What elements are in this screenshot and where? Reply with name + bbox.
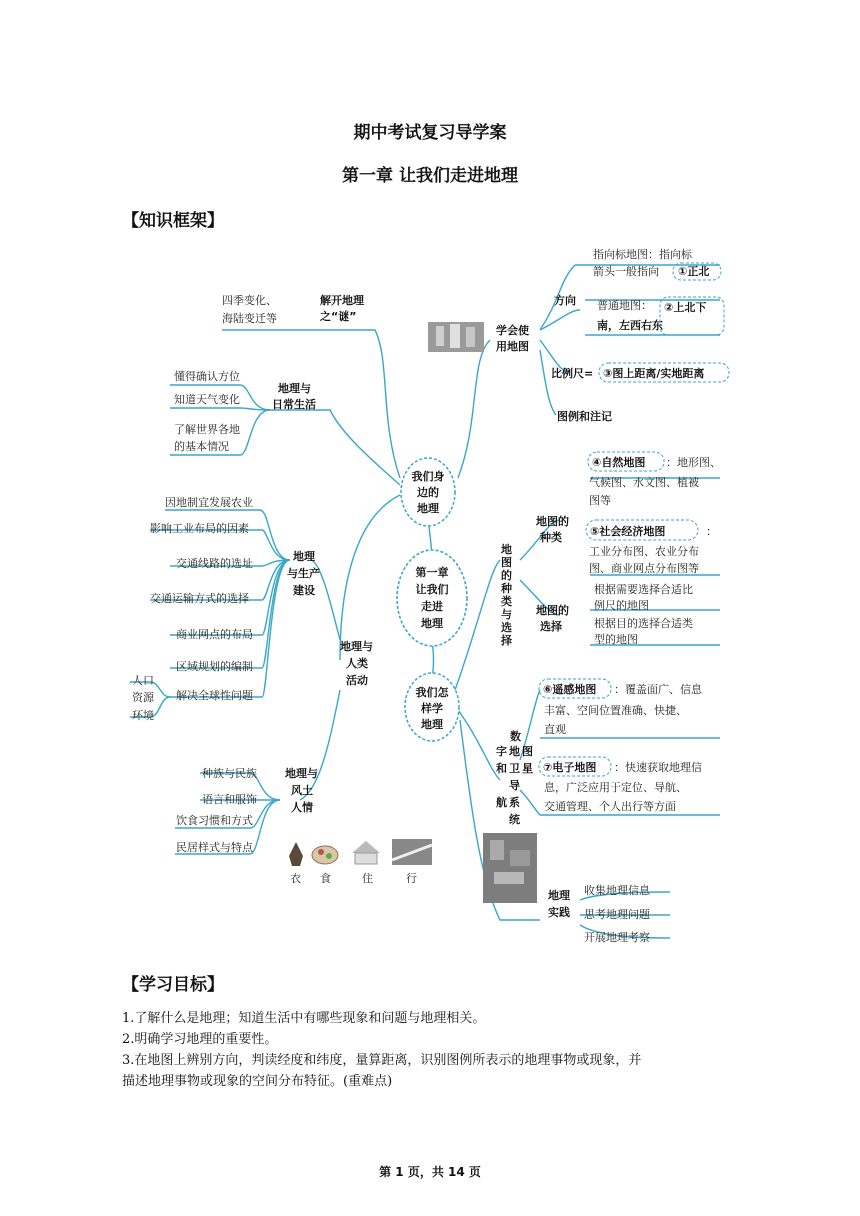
production-item-5: 商业网点的布局 <box>176 628 253 641</box>
remote-text-2: 丰富、空间位置准确、快捷、 <box>544 704 687 717</box>
center-line-3: 走进 <box>421 600 443 613</box>
electronic-text-2: 息，广泛应用于定位、导航、 <box>544 781 687 794</box>
chapter-title: 第一章 让我们走进地理 <box>342 166 518 186</box>
map-types-label-3: 的 <box>501 569 512 582</box>
remote-text-3: 直观 <box>544 723 566 736</box>
page-title: 期中考试复习导学案 <box>353 123 507 143</box>
map-types-label-6: 与 <box>501 608 512 621</box>
goals-list <box>122 1008 742 1092</box>
kinds-label-2: 种类 <box>540 531 562 544</box>
center-line-2: 让我们 <box>415 583 449 596</box>
answer-2-line2: 南，左西右东 <box>597 319 663 332</box>
goal-3-cont: 描述地理事物或现象的空间分布特征。(重难点) <box>122 1074 393 1089</box>
answer-3: ③图上距离/实地距离 <box>603 367 705 380</box>
human-label-2: 人类 <box>346 657 368 670</box>
map-use-label-2: 用地图 <box>496 340 529 353</box>
daily-label-1: 地理与 <box>278 382 311 395</box>
center-node <box>397 550 467 646</box>
picture-label-house: 住 <box>362 872 373 885</box>
hub-top-node <box>401 458 455 526</box>
digital-label-7: 星 <box>522 762 533 775</box>
daily-item-1: 懂得确认方位 <box>174 370 240 383</box>
clothing-picture <box>289 842 303 866</box>
kinds-label-1: 地图的 <box>536 515 569 528</box>
road-picture <box>392 839 432 865</box>
food-picture <box>312 846 338 864</box>
picture-label-clothing: 衣 <box>290 872 301 885</box>
digital-label-6: 卫 <box>509 762 520 775</box>
map-types-label-4: 种 <box>501 582 512 595</box>
choice-item-3: 根据目的选择合适类 <box>594 617 693 630</box>
production-label-3: 建设 <box>293 584 315 597</box>
mystery-item-1: 四季变化、 <box>222 294 277 307</box>
hub-top-line-2: 边的 <box>417 486 439 499</box>
daily-item-4: 的基本情况 <box>174 440 229 453</box>
mystery-item-2: 海陆变迁等 <box>222 312 277 325</box>
social-text-2: 工业分布图、农业分布 <box>589 545 699 558</box>
scale-label: 比例尺= <box>551 367 594 380</box>
goals-heading: 【学习目标】 <box>122 975 224 995</box>
map-use-label-1: 学会使 <box>496 324 529 337</box>
direction-item2-prefix: 普通地图： <box>597 299 652 312</box>
daily-item-3: 了解世界各地 <box>174 423 240 436</box>
choice-label-2: 选择 <box>540 620 562 633</box>
social-text-3: 图、商业网点分布图等 <box>589 562 699 575</box>
daily-label-2: 日常生活 <box>272 398 316 411</box>
goal-3: 3.在地图上辨别方向，判读经度和纬度，量算距离，识别图例所表示的地理事物或现象，并 <box>122 1053 642 1068</box>
picture-label-food: 食 <box>320 872 331 885</box>
answer-5: ⑤社会经济地图 <box>590 525 666 538</box>
map-types-label-1: 地 <box>501 543 512 556</box>
page-footer: 第 1 页，共 14 页 <box>379 1165 481 1179</box>
human-label-1: 地理与 <box>340 640 373 653</box>
digital-label-10: 系 <box>509 796 520 809</box>
customs-item-2: 语言和服饰 <box>202 793 257 806</box>
production-item-2: 影响工业布局的因素 <box>150 522 249 535</box>
hub-bottom-line-1: 我们怎 <box>415 686 449 699</box>
daily-item-2: 知道天气变化 <box>174 393 240 406</box>
production-item-1: 因地制宜发展农业 <box>165 496 253 509</box>
map-types-label-5: 类 <box>501 595 512 608</box>
remote-text-1: ：覆盖面广、信息 <box>614 683 702 696</box>
hub-top-line-1: 我们身 <box>411 470 445 483</box>
answer-7: ⑦电子地图 <box>543 761 597 774</box>
customs-item-1: 种族与民族 <box>202 767 257 780</box>
digital-label-5: 和 <box>496 762 507 775</box>
digital-label-11: 统 <box>509 813 520 826</box>
practice-label-1: 地理 <box>548 889 570 902</box>
city-model-picture <box>428 322 484 352</box>
customs-item-4: 民居样式与特点 <box>176 841 253 854</box>
digital-label-1: 数 <box>510 730 521 743</box>
choice-item-4: 型的地图 <box>594 633 638 646</box>
global-item-3: 环境 <box>132 709 154 722</box>
customs-item-3: 饮食习惯和方式 <box>176 814 253 827</box>
practice-label-2: 实践 <box>548 906 570 919</box>
customs-label-3: 人情 <box>291 801 313 814</box>
production-item-6: 区域规划的编制 <box>176 660 253 673</box>
production-item-3: 交通线路的选址 <box>176 557 253 570</box>
goal-1: 1.了解什么是地理；知道生活中有哪些现象和问题与地理相关。 <box>122 1011 486 1026</box>
mystery-label-1: 解开地理 <box>320 294 364 307</box>
digital-label-4: 图 <box>522 745 533 758</box>
digital-label-9: 航 <box>496 796 507 809</box>
production-item-4: 交通运输方式的选择 <box>150 592 249 605</box>
goal-2: 2.明确学习地理的重要性。 <box>122 1032 278 1047</box>
choice-label-1: 地图的 <box>536 604 569 617</box>
mystery-label-2: 之“谜” <box>320 310 357 323</box>
answer-4: ④自然地图 <box>592 456 646 469</box>
picture-label-road: 行 <box>406 872 417 885</box>
map-types-label-2: 图 <box>501 556 512 569</box>
practice-item-2: 思考地理问题 <box>584 908 650 921</box>
global-item-1: 人口 <box>132 674 154 687</box>
natural-text-2: 气候图、水文图、植被 <box>589 476 699 489</box>
hub-top-line-3: 地理 <box>417 502 439 515</box>
natural-text-1: ：地形图、 <box>666 456 721 469</box>
framework-heading: 【知识框架】 <box>122 211 224 231</box>
center-line-4: 地理 <box>421 617 443 630</box>
hub-bottom-node <box>405 673 459 741</box>
global-item-2: 资源 <box>132 691 154 704</box>
social-text-1: ： <box>706 525 717 538</box>
customs-label-2: 风土 <box>291 784 313 797</box>
electronic-text-3: 交通管理、个人出行等方面 <box>544 800 676 813</box>
hub-bottom-line-2: 样学 <box>421 702 443 715</box>
practice-item-3: 开展地理考察 <box>584 931 650 944</box>
customs-label-1: 地理与 <box>285 767 318 780</box>
house-picture <box>352 841 380 864</box>
answer-2-line1: ②上北下 <box>664 301 707 314</box>
electronic-text-1: ：快速获取地理信 <box>614 761 702 774</box>
direction-item1-line1: 指向标地图：指向标 <box>593 248 692 261</box>
map-types-label-8: 择 <box>501 634 512 647</box>
choice-item-2: 例尺的地图 <box>594 599 649 612</box>
hub-bottom-line-3: 地理 <box>421 718 443 731</box>
legend-note: 图例和注记 <box>557 410 612 423</box>
production-item-7: 解决全球性问题 <box>176 689 253 702</box>
map-types-label-7: 选 <box>501 621 512 634</box>
answer-6: ⑥遥感地图 <box>543 683 597 696</box>
digital-label-8: 导 <box>509 779 520 792</box>
direction-item1-line2: 箭头一般指向 <box>593 265 659 278</box>
center-line-1: 第一章 <box>415 566 449 579</box>
answer-1: ①正北 <box>678 265 710 278</box>
direction-label: 方向 <box>554 294 576 307</box>
human-label-3: 活动 <box>346 674 368 687</box>
digital-label-3: 地 <box>509 745 520 758</box>
digital-label-2: 字 <box>496 745 507 758</box>
natural-text-3: 图等 <box>589 494 611 507</box>
choice-item-1: 根据需要选择合适比 <box>594 583 693 596</box>
production-label-2: 与生产 <box>287 567 320 580</box>
production-label-1: 地理 <box>293 550 315 563</box>
satellite-map-picture <box>483 833 537 903</box>
practice-item-1: 收集地理信息 <box>584 884 650 897</box>
